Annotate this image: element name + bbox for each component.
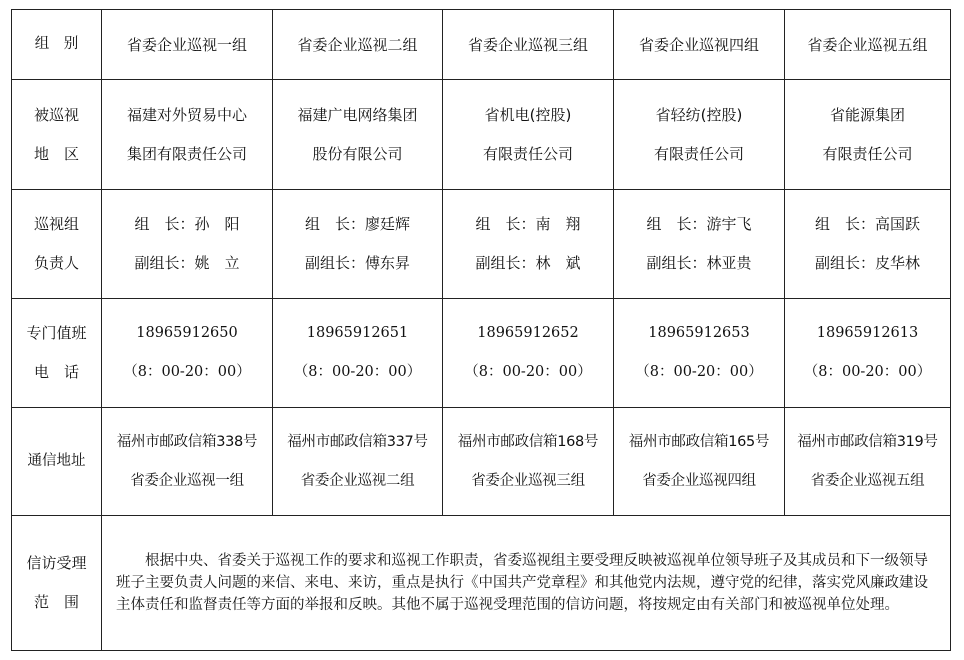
- address-cell: 福州市邮政信箱319号 省委企业巡视五组: [785, 408, 951, 516]
- row-header-target: 被巡视 地 区: [12, 80, 102, 190]
- address-cell: 福州市邮政信箱337号 省委企业巡视二组: [273, 408, 443, 516]
- leader-cell: 组 长：廖廷辉 副组长：傅东昇: [273, 190, 443, 299]
- group-cell: 省委企业巡视四组: [614, 10, 785, 80]
- address-cell: 福州市邮政信箱168号 省委企业巡视三组: [443, 408, 614, 516]
- phone-cell: 18965912651 （8：00-20：00）: [273, 299, 443, 408]
- target-cell: 省机电(控股) 有限责任公司: [443, 80, 614, 190]
- row-leader: [12, 190, 951, 299]
- leader-cell: 组 长：孙 阳 副组长：姚 立: [102, 190, 273, 299]
- target-cell: 省能源集团 有限责任公司: [785, 80, 951, 190]
- row-target: [12, 80, 951, 190]
- row-scope: [12, 516, 951, 651]
- address-cell: 福州市邮政信箱338号 省委企业巡视一组: [102, 408, 273, 516]
- phone-cell: 18965912613 （8：00-20：00）: [785, 299, 951, 408]
- row-header-group: 组 别: [12, 10, 102, 80]
- address-cell: 福州市邮政信箱165号 省委企业巡视四组: [614, 408, 785, 516]
- leader-cell: 组 长：南 翔 副组长：林 斌: [443, 190, 614, 299]
- leader-cell: 组 长：游宇飞 副组长：林亚贵: [614, 190, 785, 299]
- row-header-address: 通信地址: [12, 408, 102, 516]
- row-address: [12, 408, 951, 516]
- phone-cell: 18965912652 （8：00-20：00）: [443, 299, 614, 408]
- phone-cell: 18965912653 （8：00-20：00）: [614, 299, 785, 408]
- group-cell: 省委企业巡视五组: [785, 10, 951, 80]
- target-cell: 福建对外贸易中心 集团有限责任公司: [102, 80, 273, 190]
- inspection-info-table: [11, 9, 951, 651]
- row-header-scope: 信访受理 范 围: [12, 516, 102, 651]
- target-cell: 省轻纺(控股) 有限责任公司: [614, 80, 785, 190]
- group-cell: 省委企业巡视一组: [102, 10, 273, 80]
- row-header-phone: 专门值班 电 话: [12, 299, 102, 408]
- phone-cell: 18965912650 （8：00-20：00）: [102, 299, 273, 408]
- row-phone: [12, 299, 951, 408]
- target-cell: 福建广电网络集团 股份有限公司: [273, 80, 443, 190]
- group-cell: 省委企业巡视三组: [443, 10, 614, 80]
- leader-cell: 组 长：高国跃 副组长：皮华林: [785, 190, 951, 299]
- row-group: [12, 10, 951, 80]
- row-header-leader: 巡视组 负责人: [12, 190, 102, 299]
- scope-text: 根据中央、省委关于巡视工作的要求和巡视工作职责，省委巡视组主要受理反映被巡视单位领导班子及其成员和下一级领导班子主要负责人问题的来信、来电、来访，重点是执行《中国共产党章程》和其他党内法规，遵守党的纪律，落实党风廉政建设主体责任和监督责任等方面的举报和反映。其他不属于巡视受理范围的信访问题，将按规定由有关部门和被巡视单位处理。: [102, 516, 951, 651]
- group-cell: 省委企业巡视二组: [273, 10, 443, 80]
